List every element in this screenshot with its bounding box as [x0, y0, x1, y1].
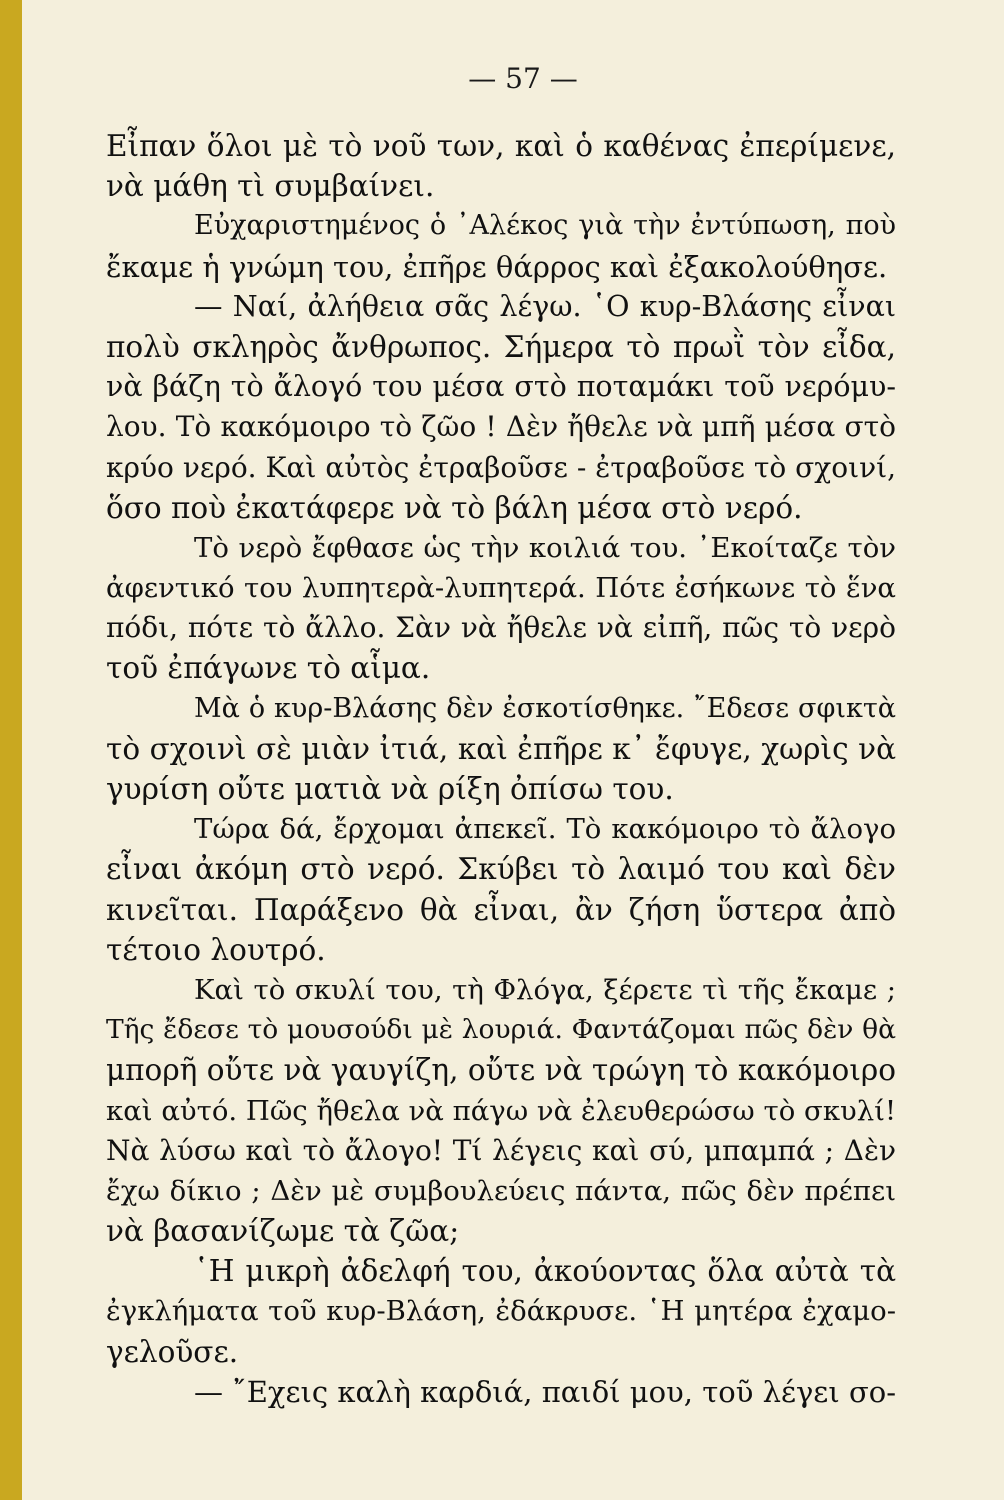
text-line: νὰ βασανίζωμε τὰ ζῶα; [106, 1214, 460, 1249]
text-line: — ῎Εχεις καλὴ καρδιά, παιδί μου, τοῦ λέγει σο- [194, 1374, 896, 1409]
body-text [106, 126, 896, 1412]
text-line: τὸ σχοινὶ σὲ μιὰν ἰτιά, καὶ ἐπῆρε κ᾿ ἔφυγε, χωρὶς νὰ [106, 731, 896, 766]
text-line: τέτοιο λουτρό. [106, 932, 326, 967]
text-line: Καὶ τὸ σκυλί του, τὴ Φλόγα, ξέρετε τὶ τῆς ἔκαμε ; [194, 973, 896, 1006]
text-line: κινεῖται. Παράξενο θὰ εἶναι, ἂν ζήση ὕστερα ἀπὸ [106, 892, 896, 927]
text-line: Εἶπαν ὅλοι μὲ τὸ νοῦ των, καὶ ὁ καθένας ἐπερίμενε, [106, 129, 896, 163]
text-line: Μὰ ὁ κυρ-Βλάσης δὲν ἐσκοτίσθηκε. ῎Εδεσε σφικτὰ [194, 692, 896, 724]
text-line: ὅσο ποὺ ἐκατάφερε νὰ τὸ βάλη μέσα στὸ νερό. [106, 490, 803, 525]
text-line: ἔχω δίκιο ; Δὲν μὲ συμβουλεύεις πάντα, πῶς δὲν πρέπει [106, 1174, 896, 1207]
text-line: Εὐχαριστημένος ὁ ᾿Αλέκος γιὰ τὴν ἐντύπωση, ποὺ [194, 210, 896, 242]
page-number: — 57 — [468, 62, 578, 95]
text-line: μπορῆ οὔτε νὰ γαυγίζη, οὔτε νὰ τρώγη τὸ κακόμοιρο [106, 1053, 896, 1088]
text-line: γελοῦσε. [106, 1334, 239, 1369]
text-line: πολὺ σκληρὸς ἄνθρωπος. Σήμερα τὸ πρωῒ τὸν εἶδα, [106, 329, 896, 364]
text-line: γυρίση οὔτε ματιὰ νὰ ρίξη ὀπίσω του. [106, 772, 674, 806]
text-line: πόδι, πότε τὸ ἄλλο. Σὰν νὰ ἤθελε νὰ εἰπῆ, πῶς τὸ νερὸ [106, 611, 896, 645]
text-line: — Ναί, ἀλήθεια σᾶς λέγω. ῾Ο κυρ-Βλάσης εἶναι [194, 289, 896, 323]
text-line: ἀφεντικό του λυπητερὰ-λυπητερά. Πότε ἐσήκωνε τὸ ἕνα [106, 572, 896, 605]
text-line: καὶ αὐτό. Πῶς ἤθελα νὰ πάγω νὰ ἐλευθερώσω τὸ σκυλί! [106, 1094, 896, 1127]
text-line: Τῆς ἔδεσε τὸ μουσούδι μὲ λουριά. Φαντάζομαι πῶς δὲν θὰ [106, 1014, 896, 1046]
book-page [22, 0, 1004, 1500]
text-line: Τὸ νερὸ ἔφθασε ὡς τὴν κοιλιά του. ᾿Εκοίταζε τὸν [194, 531, 896, 564]
text-line: Νὰ λύσω καὶ τὸ ἄλογο! Τί λέγεις καὶ σύ, μπαμπά ; Δὲν [106, 1133, 896, 1167]
text-line: εἶναι ἀκόμη στὸ νερό. Σκύβει τὸ λαιμό του καὶ δὲν [106, 852, 896, 887]
text-line: Τώρα δά, ἔρχομαι ἀπεκεῖ. Τὸ κακόμοιρο τὸ ἄλογο [194, 813, 896, 846]
text-line: ῾Η μικρὴ ἀδελφή του, ἀκούοντας ὅλα αὐτὰ τὰ [194, 1254, 896, 1289]
text-line: τοῦ ἐπάγωνε τὸ αἷμα. [106, 651, 431, 686]
text-line: νὰ βάζη τὸ ἄλογό του μέσα στὸ ποταμάκι τοῦ νερόμυ- [106, 370, 896, 404]
text-line: νὰ μάθη τὶ συμβαίνει. [106, 169, 435, 204]
text-line: ἐγκλήματα τοῦ κυρ-Βλάση, ἐδάκρυσε. ῾Η μητέρα ἐχαμο- [106, 1295, 896, 1328]
text-line: λου. Τὸ κακόμοιρο τὸ ζῶο ! Δὲν ἤθελε νὰ μπῆ μέσα στὸ [106, 410, 896, 444]
text-line: κρύο νερό. Καὶ αὐτὸς ἐτραβοῦσε - ἐτραβοῦσε τὸ σχοινί, [106, 450, 896, 484]
text-line: ἔκαμε ἡ γνώμη του, ἐπῆρε θάρρος καὶ ἐξακολούθησε. [106, 249, 888, 284]
